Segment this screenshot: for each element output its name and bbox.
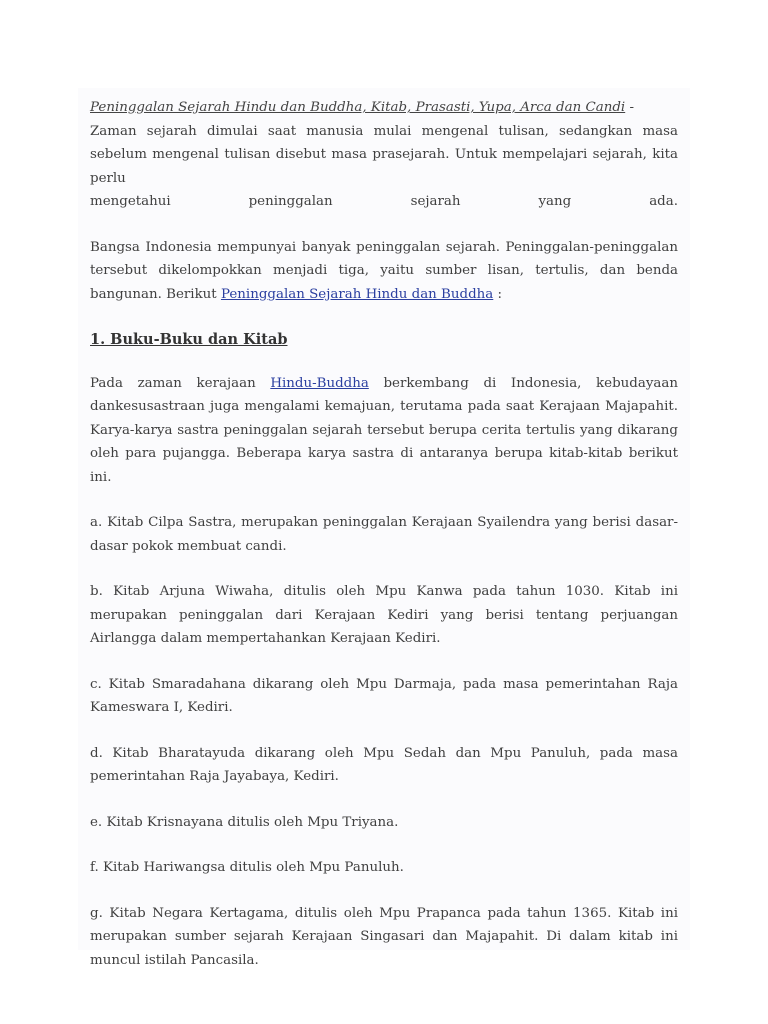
article-title-link[interactable]: Peninggalan Sejarah Hindu dan Buddha, Kitab, Prasasti, Yupa, Arca dan Candi (90, 100, 626, 115)
sources-text: Bangsa Indonesia mempunyai banyak peninggalan sejarah. Peninggalan-peninggalan tersebut dikelompokkan menjadi tiga, yaitu sumber lisan, tertulis, dan benda bangunan. Berikut (90, 239, 678, 302)
literature-pre: Pada zaman kerajaan (90, 375, 271, 391)
list-item: b. Kitab Arjuna Wiwaha, ditulis oleh Mpu Kanwa pada tahun 1030. Kitab ini merupakan peninggalan dari Kerajaan Kediri yang berisi tentang perjuangan Airlangga dalam mempertahankan Kerajaan Kediri. (90, 584, 678, 646)
list-item: a. Kitab Cilpa Sastra, merupakan peninggalan Kerajaan Syailendra yang berisi dasar-dasar pokok membuat candi. (90, 515, 678, 554)
intro-line-2-paragraph (90, 190, 678, 214)
title-dash: - (625, 100, 634, 115)
sources-colon: : (493, 286, 503, 302)
section-heading-books: 1. Buku-Buku dan Kitab (90, 331, 288, 348)
hindu-buddha-link[interactable]: Hindu-Buddha (270, 375, 369, 391)
literature-post: berkembang di Indonesia, kebudayaan dankesusastraan juga mengalami kemajuan, terutama pada saat Kerajaan Majapahit. Karya-karya sastra peninggalan sejarah tersebut berupa cerita tertulis yang dikarang oleh para pujangga. Beberapa karya sastra di antaranya berupa kitab-kitab berikut ini. (90, 375, 678, 485)
document-page (78, 88, 690, 968)
list-item: d. Kitab Bharatayuda dikarang oleh Mpu Sedah dan Mpu Panuluh, pada masa pemerintahan Raja Jayabaya, Kediri. (90, 745, 678, 784)
paragraph-sources (90, 236, 678, 307)
paragraph-literature (90, 372, 678, 490)
intro-line-2: mengetahui peninggalan sejarah yang ada. (90, 194, 678, 209)
intro-paragraph (90, 96, 678, 190)
list-item: e. Kitab Krisnayana ditulis oleh Mpu Triyana. (90, 814, 399, 830)
list-item: c. Kitab Smaradahana dikarang oleh Mpu Darmaja, pada masa pemerintahan Raja Kameswara I, Kediri. (90, 676, 678, 715)
list-item: g. Kitab Negara Kertagama, ditulis oleh Mpu Prapanca pada tahun 1365. Kitab ini merupakan sumber sejarah Kerajaan Singasari dan Majapahit. Di dalam kitab ini muncul istilah Pancasila. (90, 905, 678, 968)
intro-line-1: Zaman sejarah dimulai saat manusia mulai mengenal tulisan, sedangkan masa sebelum mengenal tulisan disebut masa prasejarah. Untuk mempelajari sejarah, kita perlu (90, 123, 678, 186)
article-body (90, 96, 678, 994)
list-item: f. Kitab Hariwangsa ditulis oleh Mpu Panuluh. (90, 860, 404, 875)
hindu-buddha-heritage-link[interactable]: Peninggalan Sejarah Hindu dan Buddha (220, 286, 494, 302)
